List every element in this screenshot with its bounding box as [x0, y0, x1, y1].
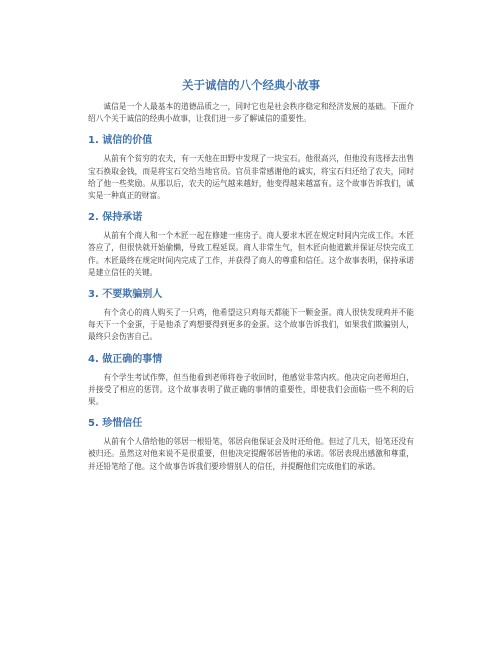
section-body: 从前有个人借给他的邻居一根铅笔，邻居向他保证会及时还给他。但过了几天，铅笔还没有被归还。虽然这对他来说不是很重要，但他决定提醒邻居皆他的承诺。邻居表现出感激和尊重，并还铅笔给了他。这个故事告诉我们要珍惜别人的信任，并提醒他们完成他们的承诺。 [88, 437, 414, 471]
section-2 [88, 211, 414, 279]
section-heading: 3. 不要欺骗别人 [88, 289, 163, 301]
section-heading: 2. 保持承诺 [88, 212, 143, 224]
section-heading: 5. 珍惜信任 [88, 418, 143, 430]
section-3 [88, 288, 414, 344]
document-title: 关于诚信的八个经典小故事 [182, 78, 320, 92]
section-1 [88, 134, 414, 202]
document-page [88, 78, 414, 473]
section-5 [88, 417, 414, 473]
section-heading: 1. 诚信的价值 [88, 135, 153, 147]
section-body: 有个贪心的商人购买了一只鸡，他希望这只鸡每天都能下一颗金蛋。商人很快发现鸡并不能每天下一个金蛋，于是他杀了鸡想要得到更多的金蛋。这个故事告诉我们，如果我们欺骗别人，最终只会伤害自己。 [88, 308, 414, 342]
section-heading: 4. 做正确的事情 [88, 353, 163, 365]
section-body: 有个学生考试作弊，但当他看到老师将卷子收回时，他感觉非常内疚。他决定向老师坦白，并接受了相应的惩罚。这个故事表明了做正确的事情的重要性，即使我们会面临一些不利的后果。 [88, 372, 414, 407]
section-body: 从前有个贫穷的农夫，有一天他在田野中发现了一块宝石。他很高兴，但他没有选择去出售宝石换取金钱，而是将宝石交给当地官员。官员非常感谢他的诚实，将宝石归还给了农夫，同时给了他一些奖励。从那以后，农夫的运气越来越好，他变得越来越富有。这个故事告诉我们，诚实是一种真正的财富。 [88, 154, 414, 201]
intro-paragraph: 诚信是一个人最基本的道德品质之一，同时它也是社会秩序稳定和经济发展的基础。下面介绍八个关于诚信的经典小故事，让我们进一步了解诚信的重要性。 [88, 102, 414, 124]
section-body: 从前有个商人和一个木匠一起在修建一座房子。商人要求木匠在规定时间内完成工作。木匠答应了，但很快就开始偷懒，导致工程延误。商人非常生气，但木匠向他道歉并保证尽快完成工作。木匠最终在规定时间内完成了工作，并获得了商人的尊重和信任。这个故事表明，保持承诺是建立信任的关键。 [88, 231, 414, 277]
section-4 [88, 353, 414, 409]
